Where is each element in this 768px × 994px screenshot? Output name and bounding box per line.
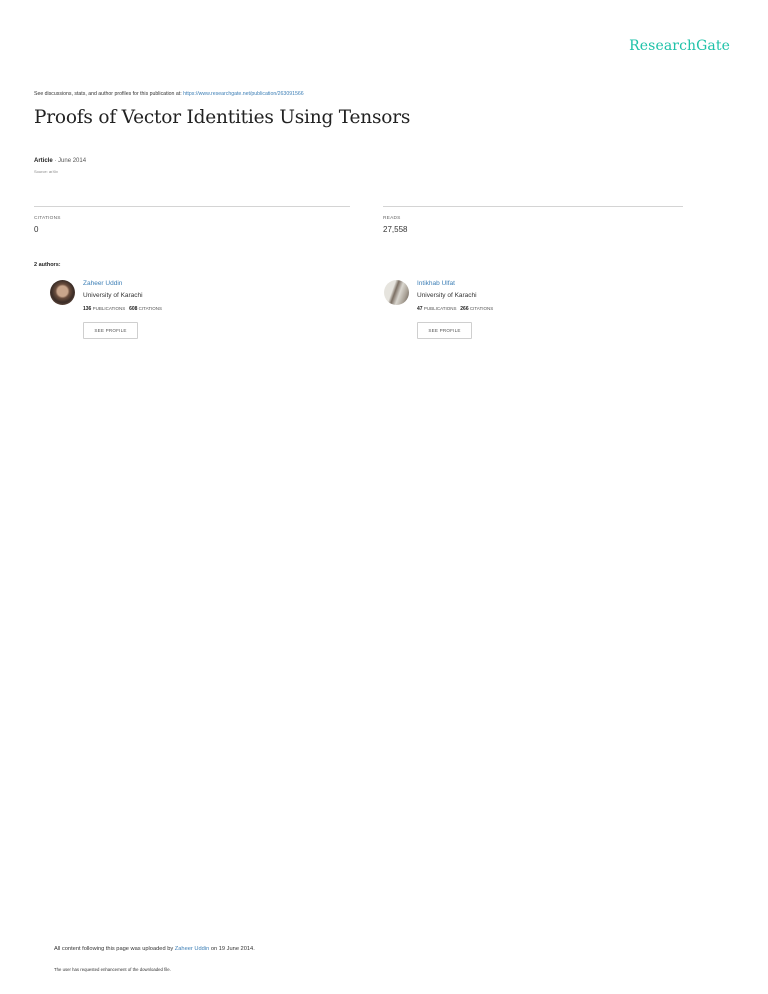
publication-meta — [34, 158, 86, 164]
see-profile-button[interactable]: SEE PROFILE — [417, 322, 472, 339]
citations-label: CITATIONS — [34, 216, 61, 221]
citations-count: 608 — [129, 306, 138, 312]
intro-text: See discussions, stats, and author profiles for this publication at: — [34, 91, 184, 97]
reads-value: 27,558 — [383, 225, 408, 234]
author-stats — [83, 306, 162, 312]
divider-reads — [383, 206, 683, 207]
avatar[interactable] — [50, 280, 75, 305]
author-institution: University of Karachi — [417, 292, 477, 299]
avatar[interactable] — [384, 280, 409, 305]
citations-label: CITATIONS — [469, 306, 494, 311]
upload-notice — [54, 946, 255, 952]
publication-link[interactable]: https://www.researchgate.net/publication/263091566 — [183, 91, 304, 97]
author-name-link[interactable]: Zaheer Uddin — [83, 280, 123, 287]
upload-prefix: All content following this page was uploaded by — [54, 946, 175, 952]
publication-title: Proofs of Vector Identities Using Tensors — [34, 107, 411, 128]
uploader-link[interactable]: Zaheer Uddin — [174, 946, 210, 952]
publications-count: 47 — [417, 306, 423, 312]
author-stats — [417, 306, 493, 312]
meta-separator: · — [52, 158, 59, 164]
publication-date: June 2014 — [58, 158, 87, 164]
publications-label: PUBLICATIONS — [423, 306, 457, 311]
authors-heading: 2 authors: — [34, 262, 61, 268]
see-profile-button[interactable]: SEE PROFILE — [83, 322, 138, 339]
author-name-link[interactable]: Intikhab Ulfat — [417, 280, 455, 287]
publication-source: Source: arXiv — [34, 169, 59, 174]
publication-type: Article — [34, 158, 53, 164]
upload-suffix: on 19 June 2014. — [209, 946, 255, 952]
publications-label: PUBLICATIONS — [92, 306, 126, 311]
divider-citations — [34, 206, 350, 207]
enhancement-notice: The user has requested enhancement of the downloaded file. — [54, 967, 171, 972]
citations-count: 266 — [460, 306, 469, 312]
researchgate-logo[interactable]: ResearchGate — [629, 38, 730, 54]
citations-value: 0 — [34, 225, 39, 234]
publications-count: 136 — [83, 306, 92, 312]
reads-label: READS — [383, 216, 401, 221]
author-institution: University of Karachi — [83, 292, 143, 299]
citations-label: CITATIONS — [138, 306, 163, 311]
intro-line — [34, 91, 304, 97]
